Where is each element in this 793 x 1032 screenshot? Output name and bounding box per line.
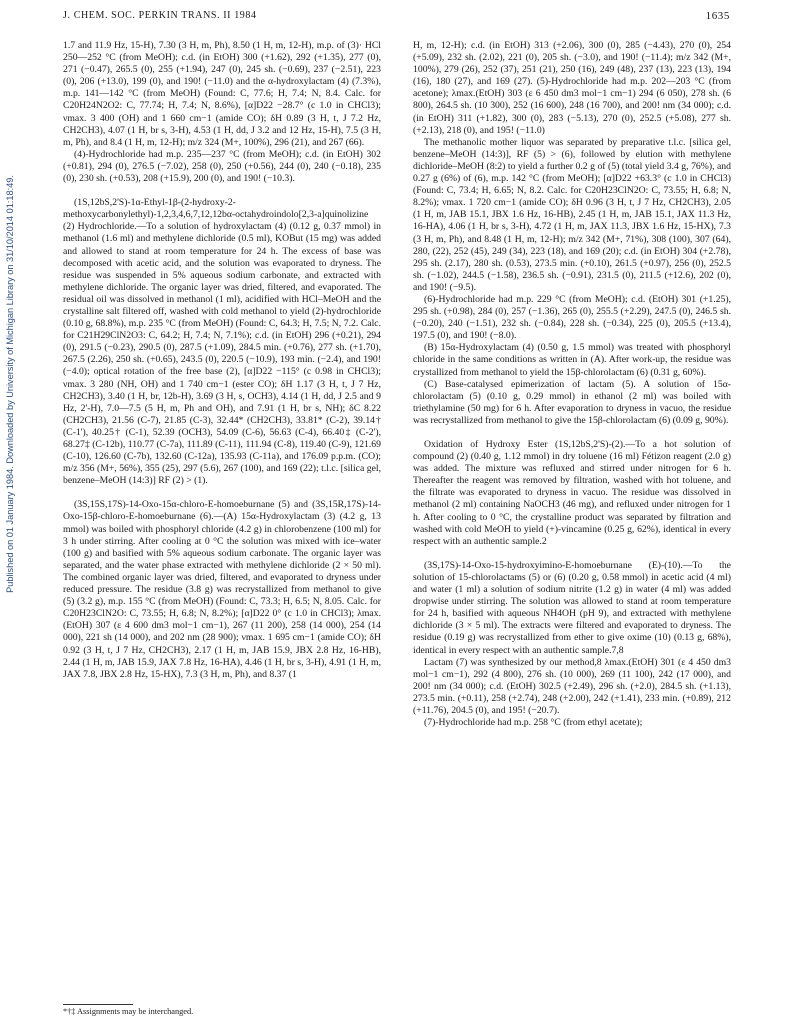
paragraph-c-d-data-3: 1.7 and 11.9 Hz, 15-H), 7.30 (3 H, m, Ph), 8.50 (1 H, m, 12-H), m.p. of (3)· HCl 250—252 °C (from MeOH); c.d. (in EtOH) 300 (+1.62), 292 (+1.35), 277 (0), 271 (−0.47), 265.5 (0), 255 (+1.94), 247 (0), 245 sh. (−0.69), 237 (−2.51), 223 (0), 206 (+13.0), 199 (0), and 190! (−11.0) and the α-hydroxylactam (4) (7.3%), m.p. 141—142 °C (from MeOH) (Found: C, 77.6; H, 7.4; N, 8.4. Calc. for C20H24N2O2: C, 77.74; H, 7.4; N, 8.6%), [α]D22 −28.7° (c 1.0 in CHCl3); νmax. 3 400 (OH) and 1 660 cm−1 (amide CO); δH 0.89 (3 H, t, J 7.2 Hz, CH2CH3), 4.07 (1 H, br s, 3-H), 4.53 (1 H, dd, J 3.2 and 12 Hz, 15-H), 7.5 (3 H, m, Ph), and 8.4 (1 H, m, 12-H); m/z 324 (M+, 100%), 296 (21), and 267 (66).: [63, 40, 381, 148]
download-notice-sidebar: [1, 74, 19, 694]
footnote: *†‡ Assignments may be interchanged.: [63, 1007, 194, 1016]
paragraph-mother-liquor: The methanolic mother liquor was separated by preparative t.l.c. [silica gel, benzene–MeOH (14:3)], RF (5) > (6), followed by elution with methylene dichloride–MeOH (8:2) to yield a further 0.2 g of (5) (total yield 3.4 g, 76%), and 0.27 g (6%) of (6), m.p. 142 °C (from MeOH); [α]D22 +63.3° (c 1.0 in CHCl3) (Found: C, 73.4; H, 6.65; N, 8.2. Calc. for C20H23ClN2O: C, 73.55; H, 6.8; N, 8.2%); νmax. 1 720 cm−1 (amide CO); δH 0.96 (3 H, t, J 7 Hz, CH2CH3), 2.05 (1 H, m, JAB 15.1, JBX 1.6 Hz, 16-HB), 2.45 (1 H, m, JAB 15.1, JAX 11.3 Hz, 16-HA), 4.06 (1 H, br s, 3-H), 4.72 (1 H, m, JAX 11.3, JBX 1.6 Hz, 15-HX), 7.3 (3 H, m, Ph), and 8.48 (1 H, m, 12-H); m/z 342 (M+, 71%), 308 (100), 307 (64), 280, (22), 252 (45), 249 (34), 223 (18), and 169 (20); c.d. (in EtOH) 304 (+2.78), 295 sh. (2.17), 280 sh. (0.53), 273.5 min. (+0.10), 261.5 (+0.97), 256 (0), 252.5 sh. (−1.02), 244.5 (−1.58), 236.5 sh. (−0.91), 231.5 (0), 211.5 (+12.6), 202 (0), and 190! (−9.5).: [413, 136, 731, 293]
paragraph-oxime-10: (3S,17S)-14-Oxo-15-hydroxyimino-E-homoeburnane (E)-(10).—To the solution of 15-chlorolactams (5) or (6) (0.20 g, 0.58 mmol) in acetic acid (4 ml) and water (1 ml) a solution of sodium nitrite (1.2 g) in water (4 ml) was added dropwise under stirring. The solution was allowed to stand at room temperature for 24 h, basified with aqueous NH4OH (pH 9), and extracted with methylene dichloride (3 × 5 ml). The extracts were filtered and evaporated to dryness. The residue (0.19 g) was recrystallized from ether to give oxime (10) (0.13 g, 68%), identical in every respect with an authentic sample.7,8: [413, 559, 731, 656]
footnote-divider: [63, 1004, 133, 1005]
paragraph-chlorolactams-5-6: (3S,15S,17S)-14-Oxo-15α-chloro-E-homoeburnane (5) and (3S,15R,17S)-14-Oxo-15β-chloro-E-homoeburnane (6).—(A) 15α-Hydroxylactam (3) (4.2 g, 13 mmol) was boiled with phosphoryl chloride (4.2 g) in chlorobenzene (100 ml) for 3 h under stirring. After cooling at 0 °C the solution was mixed with ice–water (100 g) and basified with 5% aqueous sodium carbonate. The organic layer was separated, and the water phase extracted with methylene dichloride (2 × 50 ml). The combined organic layer was dried, filtered, and evaporated to dryness under reduced pressure. The residue (3.8 g) was recrystallized from methanol to give (5) (3.2 g), m.p. 155 °C (from MeOH) (Found: C, 73.3; H, 6.5; N, 8.05. Calc. for C20H23ClN2O: C, 73.55; H, 6.8; N, 8.2%); [α]D22 0° (c 1.0 in CHCl3); λmax.(EtOH) 307 (ε 4 600 dm3 mol−1 cm−1), 267 (11 200), 258 (14 000), 254 (14 000), 221 sh (14 000), and 202 nm (28 900); νmax. 1 695 cm−1 (amide CO); δH 0.92 (3 H, t, J 7 Hz, CH2CH3), 2.17 (1 H, m, JAB 15.9, JBX 2.8 Hz, 16-HB), 2.44 (1 H, m, JAB 15.9, JAX 7.8 Hz, 16-HA), 4.46 (1 H, br s, 3-H), 4.91 (1 H, m, JAX 7.8, JBX 2.8 Hz, 15-HX), 7.3 (3 H, m, Ph), and 8.37 (1: [63, 499, 381, 680]
paragraph-hydrochloride-4: (4)-Hydrochloride had m.p. 235—237 °C (from MeOH); c.d. (in EtOH) 302 (+0.81), 294 (0), 276.5 (−7.02), 258 (0), 250 (+0.56), 244 (0), 240 (−0.18), 235 (0), 230 sh. (+0.53), 208 (+15.9), 200 (0), and 190! (−10.3).: [63, 148, 381, 185]
running-header: [63, 10, 730, 26]
left-column: [63, 40, 381, 681]
paragraph-method-c: (C) Base-catalysed epimerization of lactam (5). A solution of 15α-chlorolactam (5) (0.10 g, 0.29 mmol) in ethanol (2 ml) was boiled with triethylamine (50 mg) for 6 h. After evaporation to dryness in vacuo, the residue was recrystallized from methanol to give the 15β-chlorolactam (6) (0.09 g, 90%).: [413, 378, 731, 426]
paragraph-hydrochloride-6: (6)-Hydrochloride had m.p. 229 °C (from MeOH); c.d. (EtOH) 301 (+1.25), 295 sh. (+0.98), 284 (0), 257 (−1.36), 265 (0), 255.5 (+2.29), 247.5 (0), 246.5 sh. (−0.20), 240 (−1.51), 232 sh. (−0.84), 228 sh. (−0.34), 225 (0), 205.5 (+13.4), 197.5 (0), and 190! (−8.0).: [413, 293, 731, 342]
paragraph-hydrochloride-7: (7)-Hydrochloride had m.p. 258 °C (from ethyl acetate);: [424, 717, 643, 729]
right-column: [413, 40, 731, 729]
paragraph-oxidation: Oxidation of Hydroxy Ester (1S,12bS,2'S)-(2).—To a hot solution of compound (2) (0.40 g, 1.12 mmol) in dry toluene (16 ml) Fétizon reagent (2.0 g) was added. The mixture was refluxed and stirred under nitrogen for 6 h. Thereafter the reagent was removed by filtration, washed with hot toluene, and the filtrate was evaporated to dryness in vacuo. The residue was dissolved in methanol (2 ml) containing NaOCH3 (46 mg), and refluxed under nitrogen for 1 h. After cooling to 0 °C, the crystalline product was separated by filtration and washed with cold MeOH to yield (+)-vincamine (0.25 g, 62%), identical in every respect with an authentic sample.2: [413, 439, 731, 547]
download-notice-link[interactable]: Published on 01 January 1984. Downloaded by University of Michigan Library on 31/10/2014 01:18:49.: [5, 175, 16, 593]
paragraph-hydroxy-ester-2: (1S,12bS,2'S)-1α-Ethyl-1β-(2-hydroxy-2-methoxycarbonylethyl)-1,2,3,4,6,7,12,12bα-octahydroindolo[2,3-a]quinolizine (2) Hydrochloride.—To a solution of hydroxylactam (4) (0.12 g, 0.37 mmol) in methanol (1.6 ml) and methylene dichloride (0.5 ml), KOBut (15 mg) was added and allowed to stand at room temperature for 24 h. The excess of base was decomposed with acetic acid, and the solution was evaporated to dryness. The residue was suspended in 5% aqueous sodium carbonate, and extracted with methylene dichloride. The organic layer was dried, filtered, and evaporated. The residual oil was dissolved in methanol (1 ml), acidified with HCl–MeOH and the crystalline salt filtered off, washed with cold methanol to yield (2)-hydrochloride (0.10 g, 68.8%), m.p. 235 °C (from MeOH) (Found: C, 64.3; H, 7.5; N, 7.2. Calc. for C21H29ClN2O3: C, 64.2; H, 7.4; N, 7.1%); c.d. (in EtOH) 296 (+0.21), 294 (0), 291.5 (−0.23), 290.5 (0), 287.5 (+1.09), 284.5 min. (+0.76), 277 sh. (+1.70), 267.5 (2.26), 250 sh. (+0.65), 243.5 (0), 220.5 (−10.9), 193 min. (−2.4), and 190! (−4.0); optical rotation of the free base (2), [α]D22 −115° (c 0.98 in CHCl3); νmax. 3 280 (NH, OH) and 1 740 cm−1 (ester CO); δH 1.17 (3 H, t, J 7 Hz, CH2CH3), 3.40 (1 H, br, 12b-H), 3.69 (3 H, s, OCH3), 4.14 (1 H, dd, J 2.5 and 9 Hz, 2'-H), 7.0—7.5 (5 H, m, Ph and OH), and 7.91 (1 H, br s, NH); δC 8.22 (CH2CH3), 21.56 (C-7), 21.85 (C-3), 32.44* (CH2CH3), 33.81* (C-2), 39.14† (C-1'), 40.25† (C-1), 52.39 (OCH3), 54.09 (C-6), 56.63 (C-4), 66.40‡ (C-2'), 68.27‡ (C-12b), 110.77 (C-7a), 111.89 (C-11), 111.94 (C-8), 119.40 (C-9), 121.69 (C-10), 126.60 (C-7b), 132.60 (C-12a), 135.93 (C-11a), and 176.09 p.p.m. (CO); m/z 356 (M+, 56%), 355 (25), 297 (5.6), 267 (100), and 169 (22); t.l.c. [silica gel, benzene–MeOH (14:3)] RF (2) > (1).: [63, 197, 381, 487]
paragraph-method-b: (B) 15α-Hydroxylactam (4) (0.50 g, 1.5 mmol) was treated with phosphoryl chloride in the same conditions as written in (A). After work-up, the residue was crystallized from methanol to yield the 15β-chlorolactam (6) (0.31 g, 60%).: [413, 342, 731, 378]
page-number: 1635: [705, 10, 730, 22]
paragraph-c-d-data-5: H, m, 12-H); c.d. (in EtOH) 313 (+2.06), 300 (0), 285 (−4.43), 270 (0), 254 (+5.09), 232 sh. (2.02), 221 (0), 205 sh. (−3.0), and 190! (−11.4); m/z 342 (M+, 100%), 279 (26), 252 (37), 251 (21), 250 (16), 249 (48), 237 (13), 223 (13), 194 (16), 180 (27), and 169 (27). (5)-Hydrochloride had m.p. 202—203 °C (from acetone); λmax.(EtOH) 303 (ε 6 450 dm3 mol−1 cm−1) 294 (6 050), 278 sh. (6 800), 264.5 sh. (10 300), 252 (16 600), 248 (16 700), and 200! nm (34 000); c.d. (in EtOH) 311 (+1.82), 300 (0), 283 (−5.13), 270 (0), 252.5 (+5.08), 277 sh. (+2.13), 218 (0), and 195! (−11.0): [413, 40, 731, 136]
paragraph-lactam-7: Lactam (7) was synthesized by our method,8 λmax.(EtOH) 301 (ε 4 450 dm3 mol−1 cm−1), 292 (4 800), 276 sh. (10 000), 269 (11 100), 242 (17 000), and 200! nm (34 000); c.d. (EtOH) 302.5 (+2.49), 296 sh. (+2.0), 284.5 sh. (+1.13), 273.5 min. (+0.11), 258 (+2.74), 248 (+2.00), 242 (+1.41), 233 min. (+0.89), 212 (+11.76), 204.5 (0), and 195! (−20.7).: [413, 656, 731, 716]
journal-citation: J. CHEM. SOC. PERKIN TRANS. II 1984: [63, 10, 257, 21]
